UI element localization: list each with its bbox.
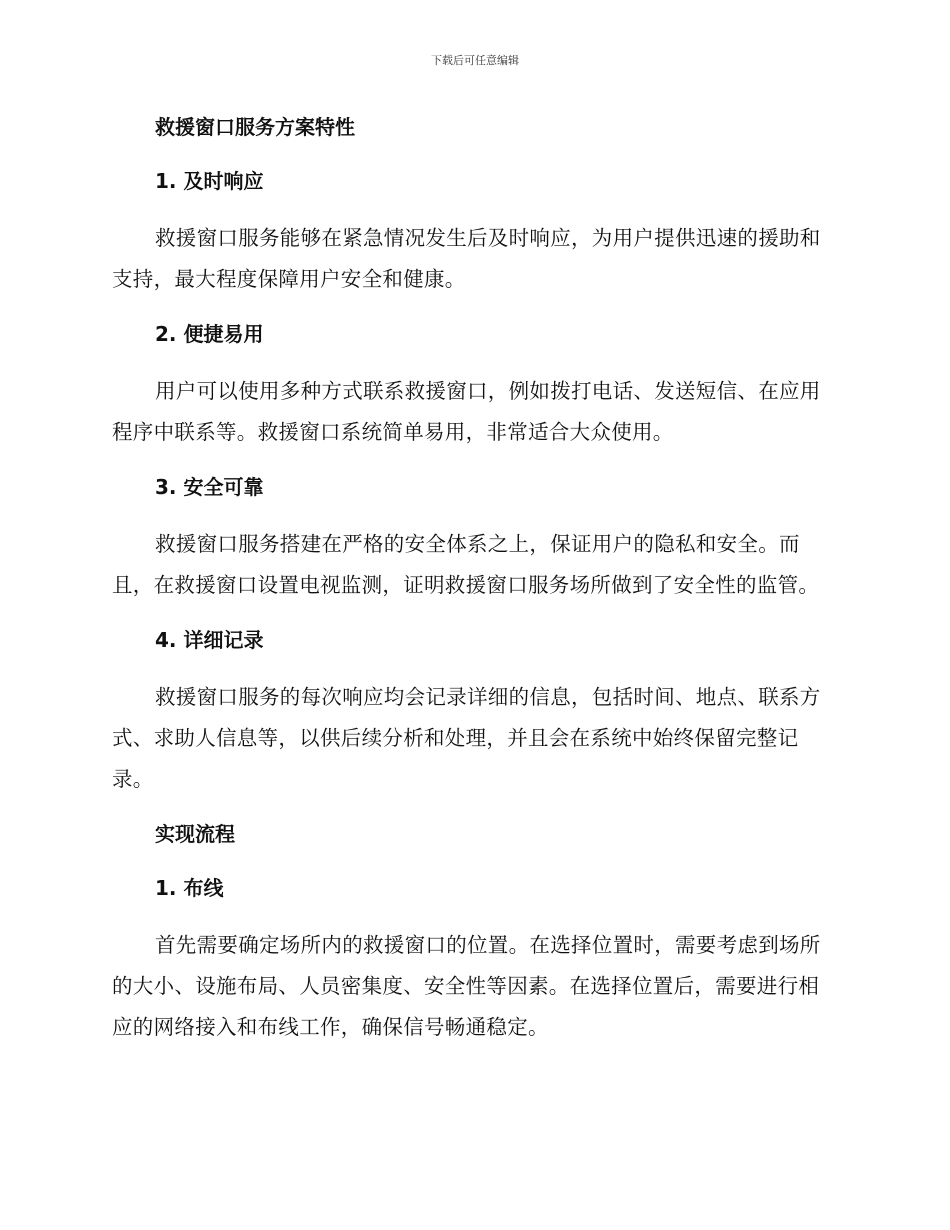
- subheading-secure: 3. 安全可靠: [155, 475, 264, 499]
- paragraph-timely-response: 救援窗口服务能够在紧急情况发生后及时响应，为用户提供迅速的援助和支持，最大程度保障用户安全和健康。: [112, 226, 821, 291]
- section-title-features: 救援窗口服务方案特性: [155, 115, 355, 139]
- subheading-wiring: 1. 布线: [155, 876, 224, 900]
- subheading-timely-response: 1. 及时响应: [155, 169, 264, 193]
- paragraph-convenient: 用户可以使用多种方式联系救援窗口，例如拨打电话、发送短信、在应用程序中联系等。救援窗口系统简单易用，非常适合大众使用。: [112, 379, 821, 444]
- paragraph-records: 救援窗口服务的每次响应均会记录详细的信息，包括时间、地点、联系方式、求助人信息等，以供后续分析和处理，并且会在系统中始终保留完整记录。: [112, 685, 821, 791]
- subheading-convenient: 2. 便捷易用: [155, 322, 264, 346]
- paragraph-wiring: 首先需要确定场所内的救援窗口的位置。在选择位置时，需要考虑到场所的大小、设施布局、人员密集度、安全性等因素。在选择位置后，需要进行相应的网络接入和布线工作，确保信号畅通稳定。: [112, 933, 821, 1039]
- subheading-records: 4. 详细记录: [155, 628, 264, 652]
- page-header-note: 下载后可任意编辑: [431, 54, 519, 67]
- paragraph-secure: 救援窗口服务搭建在严格的安全体系之上，保证用户的隐私和安全。而且，在救援窗口设置电视监测，证明救援窗口服务场所做到了安全性的监管。: [112, 532, 820, 597]
- section-title-implementation: 实现流程: [155, 822, 235, 846]
- document-body: [112, 110, 832, 1048]
